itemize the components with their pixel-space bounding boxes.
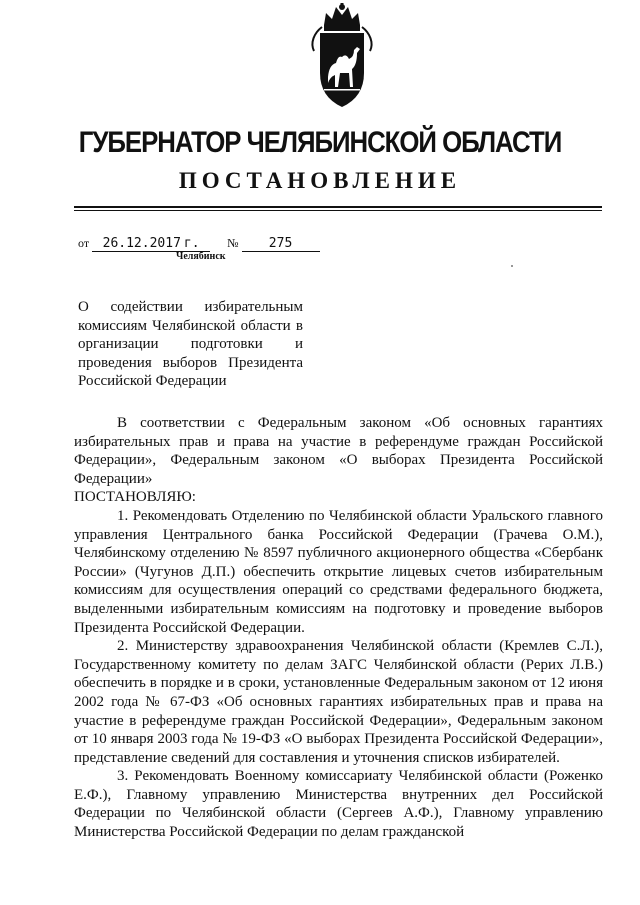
year-suffix: г. — [183, 236, 200, 251]
date-from-label: от — [78, 236, 90, 250]
document-type: ПОСТАНОВЛЕНИЕ — [178, 168, 462, 193]
date-value: 26.12.2017 — [102, 236, 181, 251]
body-item-2: 2. Министерству здравоохранения Челябинской области (Кремлев С.Л.), Государственному комитету по делам ЗАГС Челябинской области (Рерих Л.В.) обеспечить в порядке и в сроки, установленные Федеральным законом от 12 июня 2002 года № 67-ФЗ «Об основных гарантиях избирательных прав и права на участие в референдуме граждан Российской Федерации», Федеральным законом от 10 января 2003 года № 19-ФЗ «О выборах Президента Российской Федерации», представление сведений для составления и уточнения списков избирателей. — [74, 638, 603, 766]
city-label: Челябинск — [176, 251, 226, 262]
document-number: 275 — [268, 236, 293, 251]
number-field — [242, 236, 320, 252]
header-divider — [74, 206, 602, 208]
chelyabinsk-coat-of-arms-icon — [296, 3, 388, 111]
preamble-paragraph: В соответствии с Федеральным законом «Об основных гарантиях избирательных прав и права на участие в референдуме граждан Российской Федерации», Федеральным законом «О выборах Президента Российской Федерации» — [74, 415, 603, 487]
document-body — [74, 414, 603, 842]
document-heading: О содействии избирательным комиссиям Челябинской области в организации подготовки и проведения выборов Президента Российской Федерации — [78, 299, 303, 390]
scan-speck — [511, 265, 513, 267]
decree-word: ПОСТАНОВЛЯЮ: — [74, 489, 196, 506]
document-issuer-title: ГУБЕРНАТОР ЧЕЛЯБИНСКОЙ ОБЛАСТИ — [78, 126, 562, 159]
body-item-1: 1. Рекомендовать Отделению по Челябинской области Уральского главного управления Центрального банка Российской Федерации (Грачева О.М.), Челябинскому отделению № 8597 публичного акционерного общества «Сбербанк России» (Чугунов Д.П.) обеспечить открытие лицевых счетов избирательным комиссиям для осуществления операций со средствами федерального бюджета, выделенными избирательным комиссиям на подготовку и проведение выборов Президента Российской Федерации. — [74, 507, 603, 636]
date-field — [92, 236, 210, 252]
body-item-3: 3. Рекомендовать Военному комиссариату Челябинской области (Роженко Е.Ф.), Главному управлению Министерства внутренних дел Российской Федерации по Челябинской области (Сергеев А.Ф.), Главному управлению Министерства Российской Федерации по делам гражданской — [74, 768, 603, 841]
number-label: № — [227, 236, 239, 250]
header-divider-thin — [74, 210, 602, 211]
dateline — [78, 236, 320, 252]
